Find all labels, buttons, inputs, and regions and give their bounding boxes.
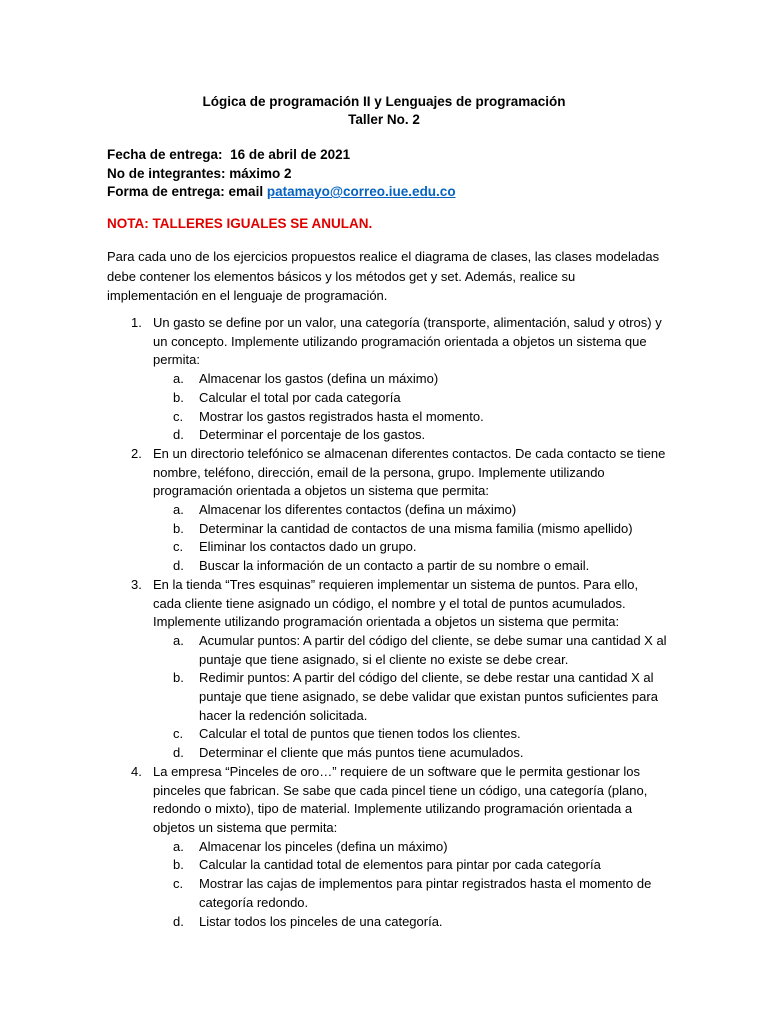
exercise-subitem [153, 744, 667, 763]
subitem-letter: a. [173, 371, 184, 387]
exercise-list [107, 314, 667, 931]
subitem-text: Calcular la cantidad total de elementos para pintar por cada categoría [199, 857, 601, 873]
exercise-text: En la tienda “Tres esquinas” requieren implementar un sistema de puntos. Para ello, cada cliente tiene asignado un código, el nombre y el total de puntos acumulados. Implemente utilizando programación orientada a objetos un sistema que permita: [153, 576, 639, 630]
subitem-letter: c. [173, 408, 184, 424]
exercise-number: 3. [131, 576, 142, 592]
subitem-text: Listar todos los pinceles de una categoría. [199, 913, 443, 929]
delivery-method-label: Forma de entrega: [107, 184, 225, 199]
exercise-subitem [153, 389, 667, 408]
subitem-text: Mostrar los gastos registrados hasta el momento. [199, 408, 484, 424]
subitem-text: Buscar la información de un contacto a partir de su nombre o email. [199, 558, 590, 574]
subitem-letter: c. [173, 539, 184, 555]
due-date-label: Fecha de entrega: [107, 147, 223, 162]
subitem-letter: d. [173, 913, 184, 929]
subitem-letter: d. [173, 427, 184, 443]
exercise-subitem [153, 913, 667, 932]
due-date-line [107, 146, 456, 165]
subitem-text: Determinar la cantidad de contactos de una misma familia (mismo apellido) [199, 520, 633, 536]
team-size-line [107, 165, 456, 184]
exercise-subitem-list [153, 838, 667, 932]
exercise-subitem-list [153, 501, 667, 576]
intro-paragraph: Para cada uno de los ejercicios propuestos realice el diagrama de clases, las clases modeladas debe contener los elementos básicos y los métodos get y set. Además, realice su implementación en el lenguaje de programación. [107, 249, 660, 303]
exercise-subitem [153, 538, 667, 557]
exercise-subitem-list [153, 370, 667, 445]
subitem-text: Determinar el cliente que más puntos tiene acumulados. [199, 745, 524, 761]
subitem-text: Eliminar los contactos dado un grupo. [199, 539, 417, 555]
team-size-value: máximo 2 [229, 165, 292, 181]
exercise-subitem [153, 725, 667, 744]
subitem-text: Almacenar los pinceles (defina un máximo) [199, 838, 448, 854]
warning-note: NOTA: TALLERES IGUALES SE ANULAN. [107, 216, 373, 231]
exercise-subitem [153, 408, 667, 427]
subitem-letter: c. [173, 876, 184, 892]
subitem-text: Redimir puntos: A partir del código del cliente, se debe restar una cantidad X al puntaje que tiene asignado, se debe validar que existan puntos suficientes para hacer la redención solicitada. [199, 670, 658, 723]
subitem-letter: b. [173, 857, 184, 873]
team-size-label: No de integrantes: [107, 165, 226, 181]
email-link[interactable]: patamayo@correo.iue.edu.co [266, 184, 456, 199]
exercise-subitem [153, 426, 667, 445]
subitem-text: Determinar el porcentaje de los gastos. [199, 427, 426, 443]
subitem-text: Almacenar los gastos (defina un máximo) [199, 371, 439, 387]
exercise-text: Un gasto se define por un valor, una categoría (transporte, alimentación, salud y otros) y un concepto. Implemente utilizando programación orientada a objetos un sistema que permita: [153, 315, 662, 368]
delivery-method-value: email [228, 184, 264, 199]
subitem-text: Mostrar las cajas de implementos para pintar registrados hasta el momento de categoría redondo. [199, 876, 652, 910]
exercise-text: En un directorio telefónico se almacenan diferentes contactos. De cada contacto se tiene nombre, teléfono, dirección, email de la persona, grupo. Implemente utilizando programación orientada a objetos un sistema que permita: [153, 445, 666, 499]
exercise-subitem-list [153, 632, 667, 763]
subitem-letter: c. [173, 726, 184, 742]
exercise-subitem [153, 838, 667, 857]
subitem-letter: b. [173, 520, 184, 536]
subitem-letter: a. [173, 502, 184, 518]
exercise-subitem [153, 632, 667, 669]
exercise-number: 4. [131, 763, 142, 779]
exercise-item [107, 314, 667, 445]
subitem-text: Calcular el total de puntos que tienen todos los clientes. [199, 726, 521, 742]
due-date-value: 16 de abril de 2021 [230, 147, 351, 162]
subitem-text: Calcular el total por cada categoría [199, 389, 401, 405]
exercise-subitem [153, 501, 667, 520]
exercise-subitem [153, 370, 667, 389]
subitem-text: Almacenar los diferentes contactos (defina un máximo) [199, 502, 517, 518]
delivery-method-line [107, 183, 456, 202]
exercise-item [107, 445, 667, 576]
exercise-item [107, 576, 667, 763]
subitem-letter: a. [173, 632, 184, 648]
exercise-item [107, 763, 667, 931]
subitem-text: Acumular puntos: A partir del código del cliente, se debe sumar una cantidad X al puntaje que tiene asignado, si el cliente no existe se debe crear. [199, 632, 667, 667]
subitem-letter: d. [173, 558, 184, 574]
subitem-letter: d. [173, 745, 184, 761]
subitem-letter: b. [173, 389, 184, 405]
document-subtitle: Taller No. 2 [348, 112, 420, 127]
exercise-number: 2. [131, 445, 142, 461]
exercise-subitem [153, 875, 667, 912]
subitem-letter: a. [173, 838, 184, 854]
document-title: Lógica de programación II y Lenguajes de programación [202, 94, 566, 109]
exercise-subitem [153, 856, 667, 875]
exercise-number: 1. [131, 315, 142, 330]
subitem-letter: b. [173, 670, 184, 686]
exercise-subitem [153, 669, 667, 725]
exercise-subitem [153, 557, 667, 576]
exercise-subitem [153, 520, 667, 539]
delivery-info [107, 146, 456, 202]
exercise-text: La empresa “Pinceles de oro…” requiere de un software que le permita gestionar los pinceles que fabrican. Se sabe que cada pincel tiene un código, una categoría (plano, redondo o mixto), tipo de material. Implemente utilizando programación orientada a objetos un sistema que permita: [153, 763, 648, 835]
